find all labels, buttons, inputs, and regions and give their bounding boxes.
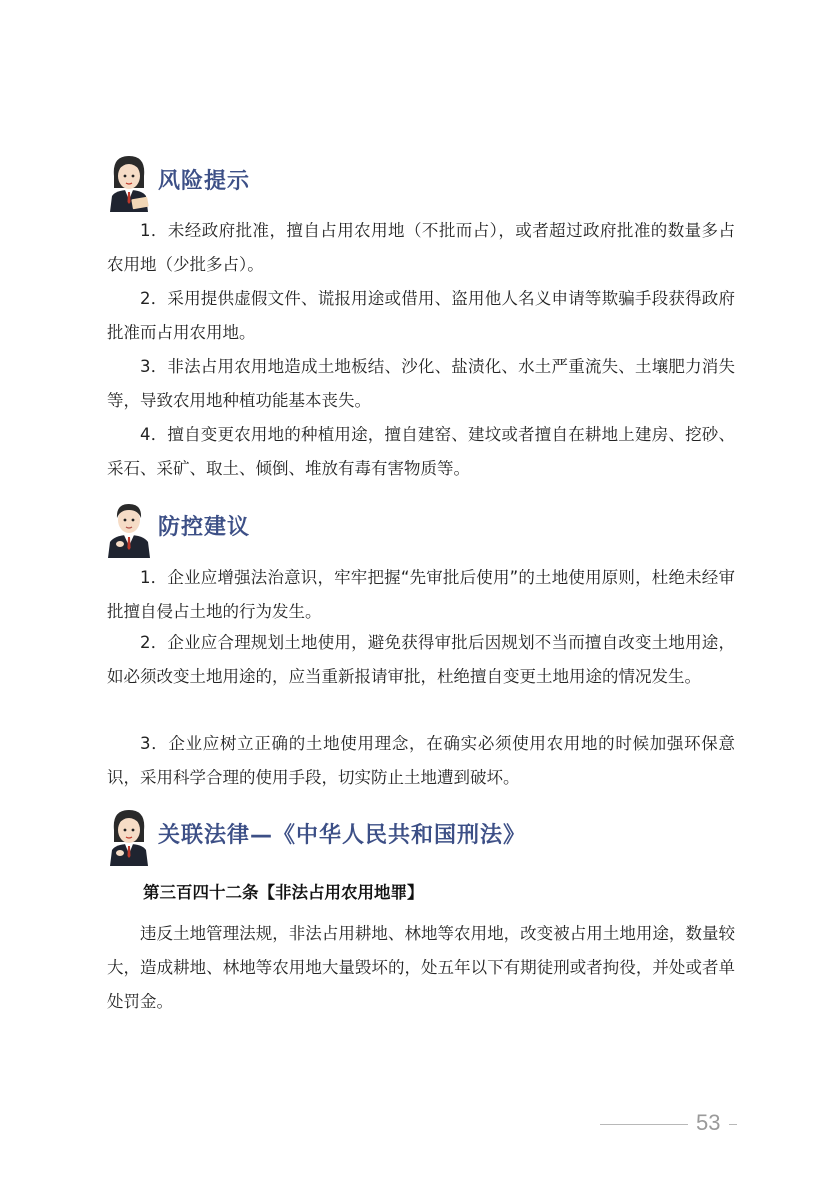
prevention-paragraph-1: 1．企业应增强法治意识，牢牢把握“先审批后使用”的土地使用原则，杜绝未经审批擅自侵占土地的行为发生。 xyxy=(107,568,735,621)
female-lawyer-avatar-icon xyxy=(104,806,154,866)
prevention-paragraph-3: 3．企业应树立正确的土地使用理念，在确实必须使用农用地的时候加强环保意识，采用科学合理的使用手段，切实防止土地遭到破坏。 xyxy=(107,734,735,787)
male-lawyer-avatar-icon xyxy=(104,498,154,558)
risk-paragraph-1: 1．未经政府批准，擅自占用农用地（不批而占），或者超过政府批准的数量多占农用地（少批多占）。 xyxy=(107,221,735,274)
prevention-heading xyxy=(104,498,804,562)
page-number: 53 xyxy=(696,1110,721,1135)
law-title: 关联法律—《中华人民共和国刑法》 xyxy=(158,823,527,848)
risk-paragraph-2: 2．采用提供虚假文件、谎报用途或借用、盗用他人名义申请等欺骗手段获得政府批准而占用农用地。 xyxy=(107,289,735,342)
risk-title: 风险提示 xyxy=(158,169,251,194)
prevention-title: 防控建议 xyxy=(158,515,251,540)
risk-heading xyxy=(104,152,804,216)
footer-dash xyxy=(729,1124,737,1125)
law-paragraph: 违反土地管理法规，非法占用耕地、林地等农用地，改变被占用土地用途，数量较大，造成耕地、林地等农用地大量毁坏的，处五年以下有期徒刑或者拘役，并处或者单处罚金。 xyxy=(107,924,735,1011)
law-heading xyxy=(104,806,804,870)
risk-paragraph-4: 4．擅自变更农用地的种植用途，擅自建窑、建坟或者擅自在耕地上建房、挖砂、采石、采矿、取土、倾倒、堆放有毒有害物质等。 xyxy=(107,425,735,478)
article-title: 第三百四十二条【非法占用农用地罪】 xyxy=(143,883,424,902)
risk-paragraph-3: 3．非法占用农用地造成土地板结、沙化、盐渍化、水土严重流失、土壤肥力消失等，导致农用地种植功能基本丧失。 xyxy=(107,357,735,410)
female-lawyer-avatar-icon xyxy=(104,152,154,212)
footer-divider xyxy=(600,1124,688,1125)
prevention-paragraph-2: 2．企业应合理规划土地使用，避免获得审批后因规划不当而擅自改变土地用途，如必须改变土地用途的，应当重新报请审批，杜绝擅自变更土地用途的情况发生。 xyxy=(107,633,735,686)
